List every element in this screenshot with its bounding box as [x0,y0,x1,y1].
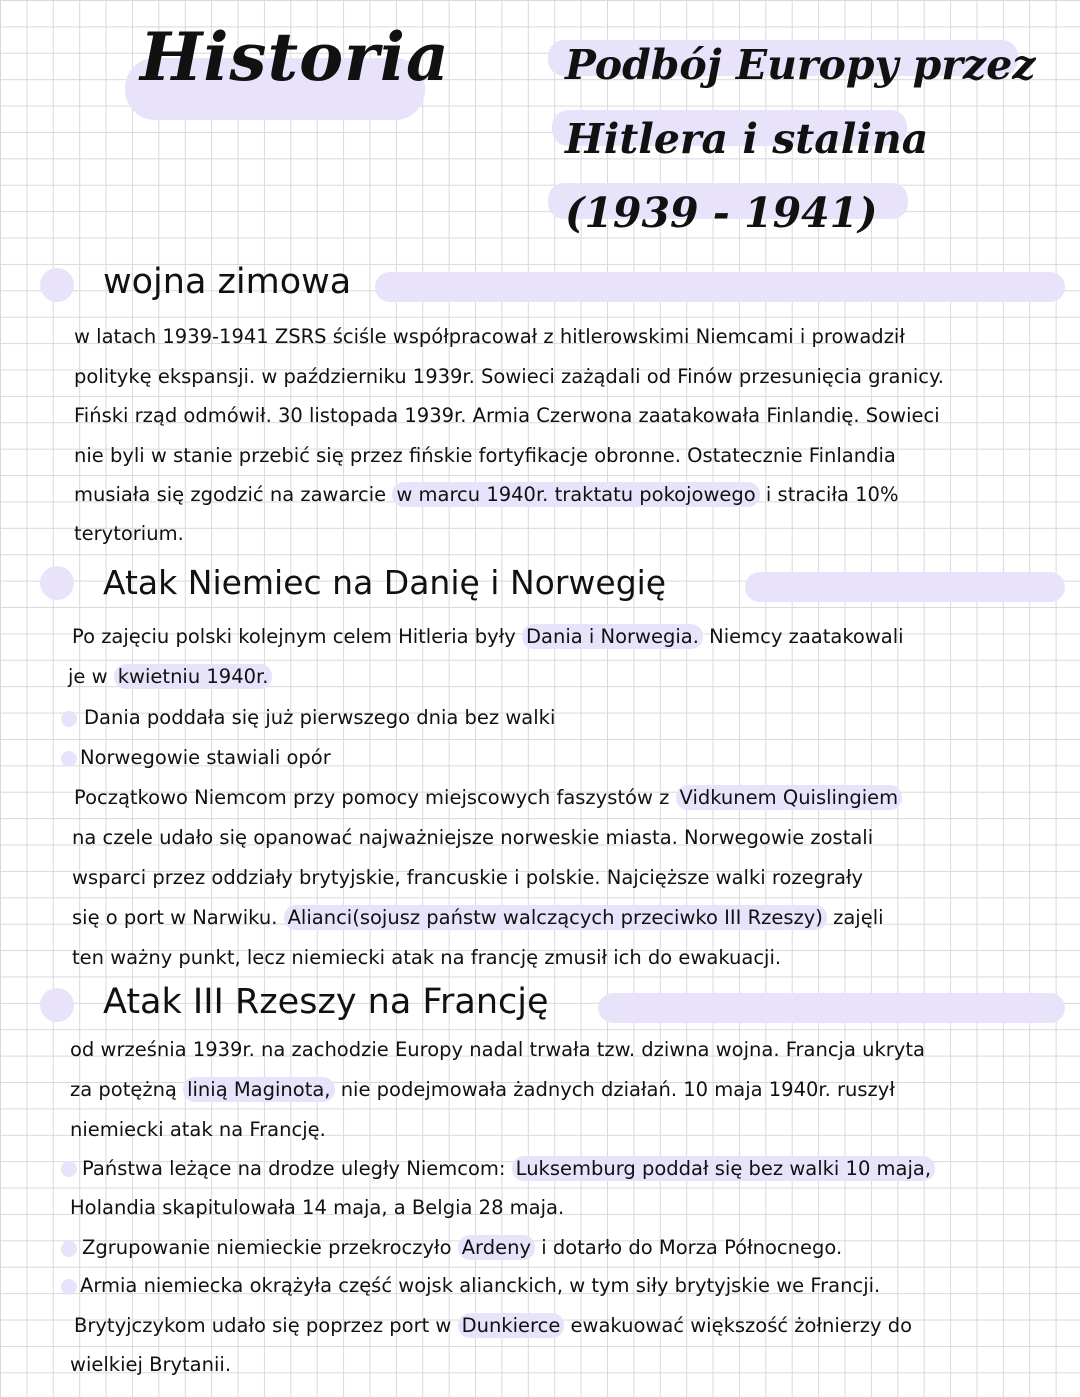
page-title: Historia [140,18,450,96]
text-segment: nie podejmowała żadnych działań. 10 maja 1940r. ruszył [334,1078,895,1101]
text-segment: w latach 1939-1941 ZSRS ściśle współpracował z hitlerowskimi Niemcami i prowadził [74,325,905,348]
bullet-dot [40,566,74,600]
list-bullet [61,1161,77,1177]
text-segment: Po zajęciu polski kolejnym celem Hitleria były [72,625,522,648]
text-segment: za potężną [70,1078,184,1101]
highlighted-phrase: Ardeny [458,1235,535,1260]
subtitle-line: Podbój Europy przez [565,41,1036,89]
text-segment: i dotarło do Morza Północnego. [535,1236,843,1259]
text-segment: ewakuować większość żołnierzy do [564,1314,913,1337]
text-line [84,706,555,729]
heading-highlight [598,993,1065,1023]
highlighted-phrase: Dania i Norwegia. [522,624,703,649]
text-segment: Brytyjczykom udało się poprzez port w [74,1314,458,1337]
section-heading-denmark-norway: Atak Niemiec na Danię i Norwegię [103,563,667,602]
text-segment: Norwegowie stawiali opór [80,746,331,769]
text-segment: i straciła 10% [759,483,899,506]
highlighted-phrase: kwietniu 1940r. [114,664,273,689]
text-segment: wielkiej Brytanii. [70,1353,232,1376]
section-heading-winter-war: wojna zimowa [103,262,352,302]
highlighted-phrase: linią Maginota, [183,1077,334,1102]
text-segment: wsparci przez oddziały brytyjskie, francuskie i polskie. Najcięższe walki rozegrały [72,866,864,889]
text-line [72,625,904,648]
text-line [82,1157,935,1180]
text-segment: Zgrupowanie niemieckie przekroczyło [82,1236,458,1259]
highlighted-phrase: Luksemburg poddał się bez walki 10 maja, [512,1156,935,1181]
list-bullet [61,1279,77,1295]
text-line [68,665,272,688]
text-line [72,906,884,929]
text-segment: ten ważny punkt, lecz niemiecki atak na francję zmusił ich do ewakuacji. [72,946,782,969]
text-line [70,1196,564,1219]
text-segment: musiała się zgodzić na zawarcie [74,483,393,506]
text-segment: na czele udało się opanować najważniejsze norweskie miasta. Norwegowie zostali [72,826,874,849]
text-segment: Fiński rząd odmówił. 30 listopada 1939r. Armia Czerwona zaatakowała Finlandię. Sowieci [74,404,940,427]
text-segment: politykę ekspansji. w październiku 1939r. Sowieci zażądali od Finów przesunięcia granicy. [74,365,944,388]
text-segment: się o port w Narwiku. [72,906,284,929]
text-line [74,444,896,467]
text-segment: Państwa leżące na drodze uległy Niemcom: [82,1157,512,1180]
text-segment: terytorium. [74,522,184,545]
text-segment: nie byli w stanie przebić się przez fińskie fortyfikacje obronne. Ostatecznie Finlandia [74,444,896,467]
highlighted-phrase: w marcu 1940r. traktatu pokojowego [392,482,759,507]
text-segment: Początkowo Niemcom przy pomocy miejscowych faszystów z [74,786,676,809]
text-line [70,1038,925,1061]
text-line [70,1353,231,1376]
subtitle-line: Hitlera i stalina [565,115,929,163]
text-line [72,946,781,969]
text-line [74,522,184,545]
text-segment: Niemcy zaatakowali [702,625,904,648]
text-line [70,1118,326,1141]
text-segment: je w [68,665,114,688]
list-bullet [61,711,77,727]
text-line [72,866,863,889]
text-line [74,786,902,809]
text-line [80,1274,880,1297]
text-segment: zajęli [826,906,884,929]
highlighted-phrase: Dunkierce [458,1313,565,1338]
heading-highlight [745,572,1065,602]
text-line [82,1236,842,1259]
text-segment: Dania poddała się już pierwszego dnia bez walki [84,706,556,729]
text-segment: od września 1939r. na zachodzie Europy nadal trwała tzw. dziwna wojna. Francja ukryta [70,1038,925,1061]
text-line [74,365,944,388]
text-segment: niemiecki atak na Francję. [70,1118,326,1141]
text-line [74,1314,912,1337]
text-line [74,483,898,506]
bullet-dot [40,268,74,302]
text-line [74,404,940,427]
highlighted-phrase: Vidkunem Quislingiem [676,785,903,810]
section-heading-france: Atak III Rzeszy na Francję [103,982,549,1022]
heading-highlight [375,272,1065,302]
list-bullet [61,751,77,767]
text-line [70,1078,895,1101]
text-line [74,325,905,348]
bullet-dot [40,988,74,1022]
text-segment: Armia niemiecka okrążyła część wojsk alianckich, w tym siły brytyjskie we Francji. [80,1274,881,1297]
highlighted-phrase: Alianci(sojusz państw walczących przeciwko III Rzeszy) [284,905,827,930]
page-subtitle [565,28,1036,250]
text-segment: Holandia skapitulowała 14 maja, a Belgia 28 maja. [70,1196,565,1219]
text-line [80,746,331,769]
text-line [72,826,873,849]
subtitle-line: (1939 - 1941) [565,189,878,237]
list-bullet [61,1241,77,1257]
